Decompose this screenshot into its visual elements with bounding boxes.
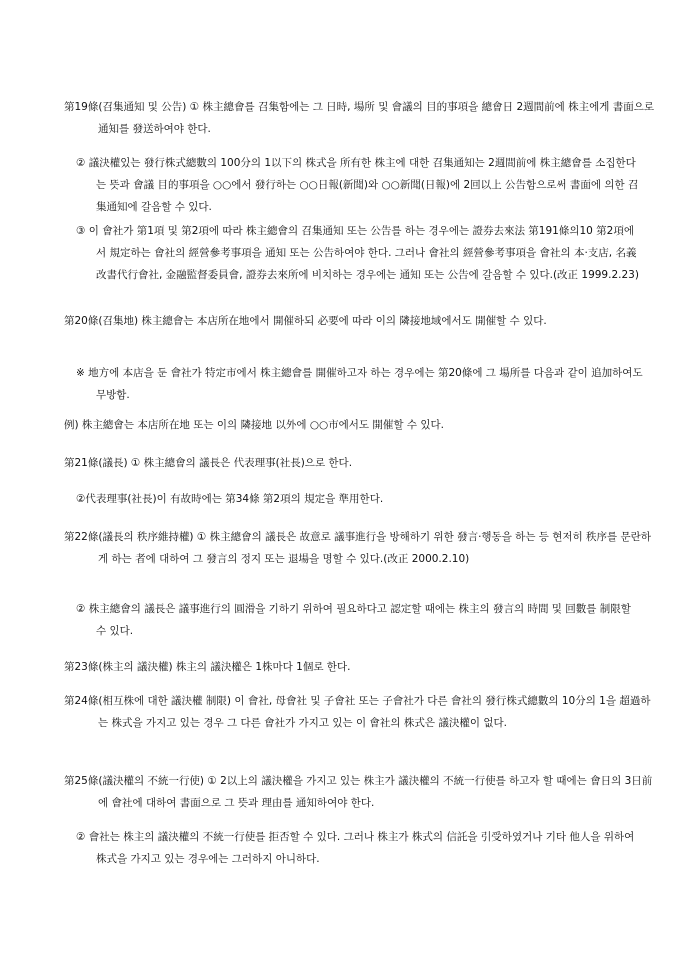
article-22-clause-1: 第22條(議長의 秩序維持權) ① 株主總會의 議長은 故意로 議事進行을 방해하기 위한 發言·행동을 하는 등 현저히 秩序를 문란하게 하는 者에 대하여 그 發言의 정지 또는 退場을 명할 수 있다.(改正 2000.2.10)	[64, 531, 651, 565]
article-20-note: ※ 地方에 本店을 둔 會社가 特定市에서 株主總會를 開催하고자 하는 경우에는 第20條에 그 場所를 다음과 같이 追加하여도 무방함.	[76, 367, 643, 401]
article-24: 第24條(相互株에 대한 議決權 制限) 이 會社, 母會社 및 子會社 또는 子會社가 다른 會社의 發行株式總數의 10分의 1을 超過하는 株式을 가지고 있는 경우 그 다른 會社가 가지고 있는 이 會社의 株式은 議決權이 없다.	[64, 695, 651, 729]
article-23: 第23條(株主의 議決權) 株主의 議決權은 1株마다 1個로 한다.	[64, 661, 351, 673]
article-25-clause-1: 第25條(議決權의 不統一行使) ① 2以上의 議決權을 가지고 있는 株主가 議決權의 不統一行使를 하고자 할 때에는 會日의 3日前에 會社에 대하여 書面으로 그 뜻과 理由를 通知하여야 한다.	[64, 775, 653, 809]
article-21-clause-2: ②代表理事(社長)이 有故時에는 第34條 第2項의 規定을 準用한다.	[76, 493, 384, 505]
article-19-clause-3: ③ 이 會社가 第1項 및 第2項에 따라 株主總會의 召集通知 또는 公告를 하는 경우에는 證券去來法 第191條의10 第2項에서 規定하는 會社의 經營參考事項을 通知 또는 公告하여야 한다. 그러나 會社의 經營參考事項을 會社의 本·支店, 名義改書代行會社, 金融監督委員會, 證券去來所에 비치하는 경우에는 通知 또는 公告에 갈음할 수 있다.(改正 1999.2.23)	[76, 225, 639, 281]
article-21-clause-1: 第21條(議長) ① 株主總會의 議長은 代表理事(社長)으로 한다.	[64, 457, 353, 469]
article-20-example: 例) 株主總會는 本店所在地 또는 이의 隣接地 以外에 ○○市에서도 開催할 수 있다.	[64, 419, 444, 431]
article-19-clause-2: ② 議決權있는 發行株式總數의 100分의 1以下의 株式을 所有한 株主에 대한 召集通知는 2週間前에 株主總會를 소집한다는 뜻과 會議 目的事項을 ○○에서 發行하는 ○○日報(新聞)와 ○○新聞(日報)에 2回以上 公告함으로써 書面에 의한 召集通知에 갈음할 수 있다.	[76, 157, 639, 213]
article-25-clause-2: ② 會社는 株主의 議決權의 不統一行使를 拒否할 수 있다. 그러나 株主가 株式의 信託을 引受하였거나 기타 他人을 위하여 株式을 가지고 있는 경우에는 그러하지 아니하다.	[76, 831, 635, 865]
article-19-clause-1: 第19條(召集通知 및 公告) ① 株主總會를 召集함에는 그 日時, 場所 및 會議의 目的事項을 總會日 2週間前에 株主에게 書面으로 通知를 發送하여야 한다.	[64, 101, 655, 135]
article-22-clause-2: ② 株主總會의 議長은 議事進行의 圓滑을 기하기 위하여 필요하다고 認定할 때에는 株主의 發言의 時間 및 回數를 制限할 수 있다.	[76, 603, 631, 637]
article-20: 第20條(召集地) 株主總會는 本店所在地에서 開催하되 必要에 따라 이의 隣接地域에서도 開催할 수 있다.	[64, 315, 547, 327]
